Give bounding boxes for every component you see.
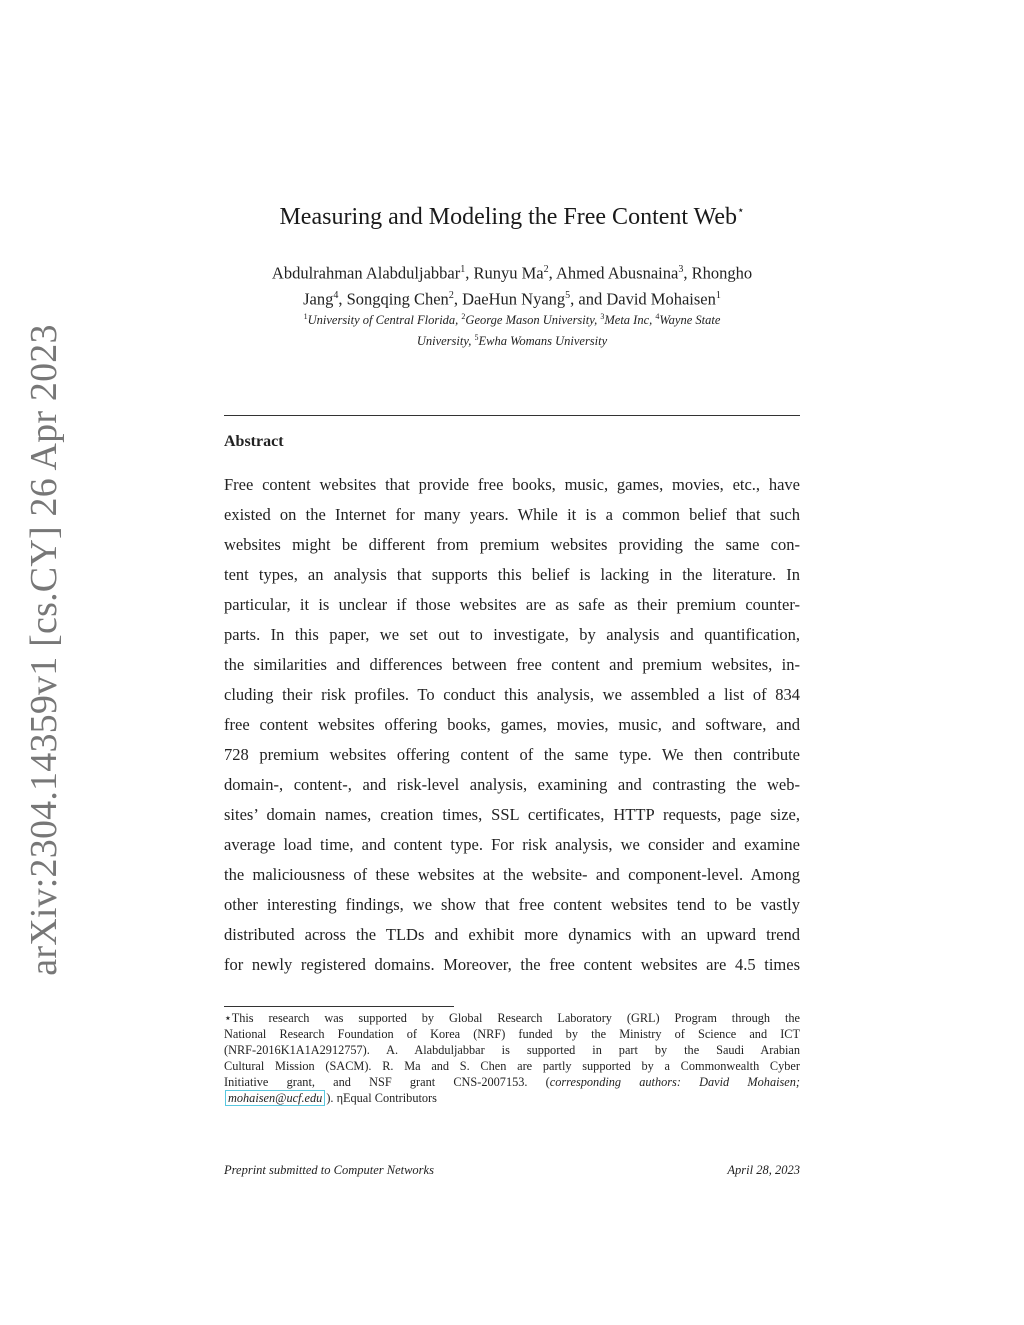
abstract-line: average load time, and content type. For risk analysis, we consider and examine	[224, 835, 800, 854]
paper-title-text: Measuring and Modeling the Free Content Web	[279, 204, 738, 230]
author-affil-mark: 3	[678, 264, 684, 275]
title-footnote-mark: ⋆	[737, 203, 745, 217]
affiliation: University of Central Florida,	[307, 313, 462, 328]
author-list	[230, 259, 794, 310]
affil-mark: 4	[655, 312, 660, 321]
affiliation: Meta Inc,	[604, 313, 656, 328]
author-affil-mark: 5	[565, 289, 571, 301]
abstract-line: 728 premium websites offering content of the same type. We then contribute	[224, 745, 800, 764]
affil-mark: 1	[303, 312, 308, 321]
preprint-venue: Preprint submitted to Computer Networks	[224, 1163, 434, 1177]
abstract-line: existed on the Internet for many years. While it is a common belief that such	[224, 505, 800, 524]
author-name: , Ahmed Abusnaina	[548, 263, 679, 283]
paper-title	[0, 203, 1024, 231]
author-name: , and David Mohaisen	[570, 289, 716, 308]
affiliation: Wayne State	[659, 313, 721, 328]
author-affil-mark: 2	[448, 289, 454, 301]
abstract-line: domain-, content-, and risk-level analysis, examining and contrasting the web-	[224, 775, 800, 794]
abstract-line: tent types, an analysis that supports this belief is lacking in the literature. In	[224, 565, 800, 584]
footnote-line: Cultural Mission (SACM). R. Ma and S. Chen are partly supported by a Commonwealth Cyber	[224, 1059, 800, 1073]
affil-mark: 2	[461, 312, 466, 321]
author-name: , DaeHun Nyang	[453, 289, 566, 308]
abstract-line: other interesting findings, we show that free content websites tend to be vastly	[224, 895, 800, 914]
abstract-line: sites’ domain names, creation times, SSL certificates, HTTP requests, page size,	[224, 805, 800, 824]
abstract-heading: Abstract	[224, 433, 284, 450]
footnote-line: National Research Foundation of Korea (NRF) funded by the Ministry of Science and ICT	[224, 1027, 800, 1041]
abstract-line: websites might be different from premium websites providing the same con-	[224, 535, 800, 554]
abstract-line: the maliciousness of these websites at the website- and component-level. Among	[224, 865, 800, 884]
abstract-line: parts. In this paper, we set out to investigate, by analysis and quantification,	[224, 625, 800, 644]
abstract-line: Free content websites that provide free books, music, games, movies, etc., have	[224, 475, 800, 494]
author-name: , Rhongho	[683, 263, 753, 283]
affil-mark: 3	[600, 312, 605, 321]
footnote-text: Initiative grant, and NSF grant CNS-2007153. (	[224, 1075, 550, 1089]
abstract-line: the similarities and differences between free content and premium websites, in-	[224, 655, 800, 674]
abstract-line: free content websites offering books, games, movies, music, and software, and	[224, 715, 800, 734]
abstract-line: for newly registered domains. Moreover, the free content websites are 4.5 times	[224, 955, 800, 974]
abstract-line: cluding their risk profiles. To conduct this analysis, we assembled a list of 834	[224, 685, 800, 704]
author-affil-mark: 2	[543, 264, 549, 275]
footnote-line: ⋆This research was supported by Global Research Laboratory (GRL) Program through the	[224, 1011, 800, 1025]
affiliation: George Mason University,	[465, 313, 601, 328]
author-name: Jang	[303, 289, 334, 308]
footnote	[224, 1010, 800, 1106]
author-name: , Songqing Chen	[338, 289, 449, 308]
author-name: Abdulrahman Alabduljabbar	[271, 263, 461, 283]
author-affil-mark: 4	[333, 289, 339, 301]
footnote-text: ).	[326, 1091, 337, 1105]
email-link[interactable]: mohaisen@ucf.edu	[225, 1090, 325, 1106]
abstract-body	[224, 470, 800, 980]
abstract-line: particular, it is unclear if those websites are as safe as their premium counter-	[224, 595, 800, 614]
preprint-date: April 28, 2023	[727, 1163, 800, 1177]
affiliation: University,	[416, 334, 475, 349]
footnote-line: (NRF-2016K1A1A2912757). A. Alabduljabbar is supported in part by the Saudi Arabian	[224, 1043, 800, 1057]
equal-contributors-note: ηEqual Contributors	[336, 1091, 437, 1105]
corresponding-authors-text: corresponding authors: David Mohaisen;	[549, 1075, 800, 1089]
abstract-top-rule	[224, 415, 800, 416]
author-affil-mark: 1	[460, 264, 466, 275]
author-affil-mark: 1	[715, 289, 721, 301]
affiliation: Ewha Womans University	[478, 334, 608, 349]
affil-mark: 5	[474, 333, 479, 343]
footnote-rule	[224, 1006, 454, 1007]
arxiv-identifier-stamp: arXiv:2304.14359v1 [cs.CY] 26 Apr 2023	[23, 324, 65, 976]
footnote-line	[224, 1074, 800, 1090]
affiliation-list	[230, 308, 794, 350]
author-name: , Runyu Ma	[465, 263, 544, 283]
footnote-line	[224, 1090, 800, 1106]
abstract-line: distributed across the TLDs and exhibit more dynamics with an upward trend	[224, 925, 800, 944]
